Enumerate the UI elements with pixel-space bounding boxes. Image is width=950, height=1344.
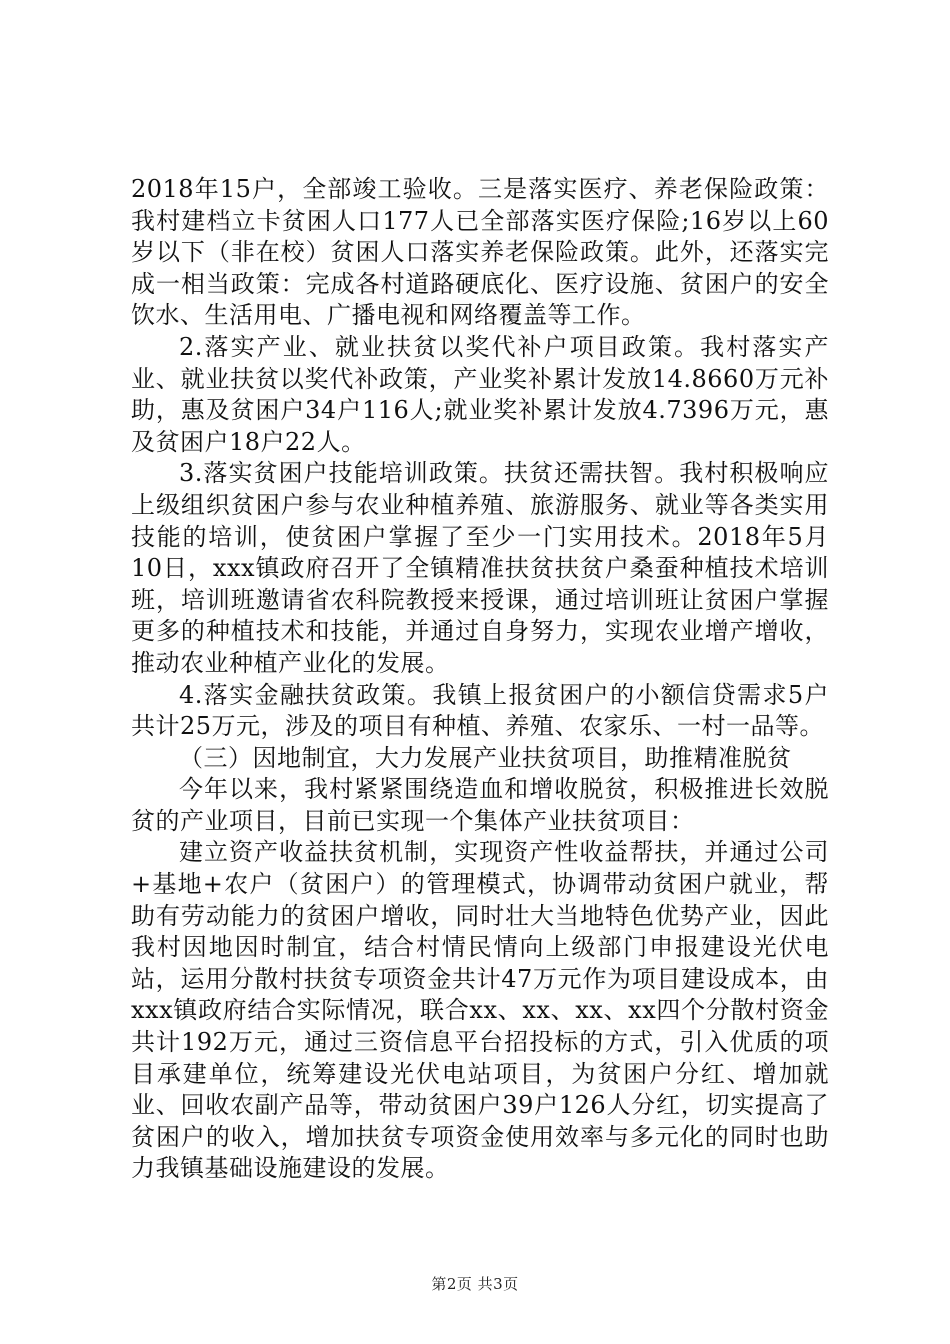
paragraph-item-2: 2.落实产业、就业扶贫以奖代补户项目政策。我村落实产业、就业扶贫以奖代补政策，产业奖补累计发放14.8660万元补助，惠及贫困户34户116人;就业奖补累计发放4.7396万元，惠及贫困户18户22人。 (131, 332, 829, 456)
paragraph-item-3: 3.落实贫困户技能培训政策。扶贫还需扶智。我村积极响应上级组织贫困户参与农业种植养殖、旅游服务、就业等各类实用技能的培训，使贫困户掌握了至少一门实用技术。2018年5月10日，xxx镇政府召开了全镇精准扶贫扶贫户桑蚕种植技术培训班，培训班邀请省农科院教授来授课，通过培训班让贫困户掌握更多的种植技术和技能，并通过自身努力，实现农业增产增收，推动农业种植产业化的发展。 (131, 459, 829, 677)
section-heading: （三）因地制宜，大力发展产业扶贫项目，助推精准脱贫 (179, 743, 792, 772)
paragraph-continued: 2018年15户，全部竣工验收。三是落实医疗、养老保险政策：我村建档立卡贫困人口177人已全部落实医疗保险;16岁以上60岁以下（非在校）贫困人口落实养老保险政策。此外，还落实完成一相当政策：完成各村道路硬底化、医疗设施、贫困户的安全饮水、生活用电、广播电视和网络覆盖等工作。 (131, 175, 829, 330)
paragraph-project: 建立资产收益扶贫机制，实现资产性收益帮扶，并通过公司+基地+农户（贫困户）的管理模式，协调带动贫困户就业，帮助有劳动能力的贫困户增收，同时壮大当地特色优势产业，因此我村因地因时制宜，结合村情民情向上级部门申报建设光伏电站，运用分散村扶贫专项资金共计47万元作为项目建设成本，由xxx镇政府结合实际情况，联合xx、xx、xx、xx四个分散村资金共计192万元，通过三资信息平台招投标的方式，引入优质的项目承建单位，统筹建设光伏电站项目，为贫困户分红、增加就业、回收农副产品等，带动贫困户39户126人分红，切实提高了贫困户的收入，增加扶贫专项资金使用效率与多元化的同时也助力我镇基础设施建设的发展。 (131, 838, 829, 1183)
paragraph-item-4: 4.落实金融扶贫政策。我镇上报贫困户的小额信贷需求5户共计25万元，涉及的项目有种植、养殖、农家乐、一村一品等。 (131, 680, 829, 741)
paragraph-intro: 今年以来，我村紧紧围绕造血和增收脱贫，积极推进长效脱贫的产业项目，目前已实现一个集体产业扶贫项目： (131, 775, 829, 835)
document-body (131, 174, 829, 1185)
page-footer: 第2页 共3页 (431, 1275, 519, 1293)
